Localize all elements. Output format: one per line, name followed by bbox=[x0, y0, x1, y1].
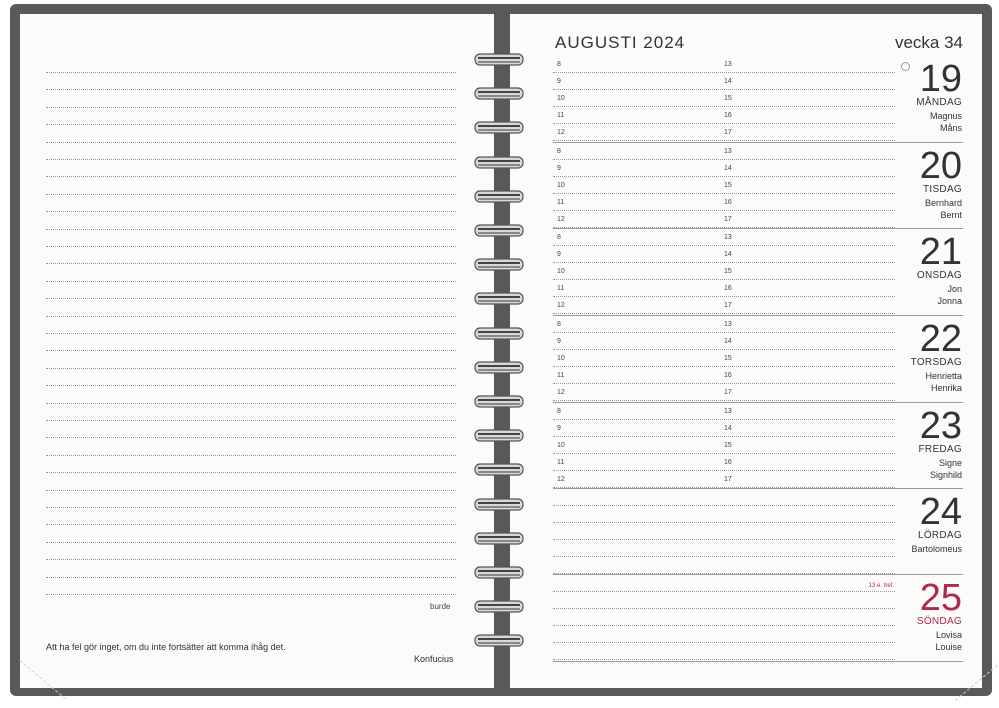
hour-label: 9 bbox=[557, 78, 561, 85]
hour-line bbox=[553, 332, 895, 333]
quote-text: Att ha fel gör inget, om du inte fortsätter att komma ihåg det. bbox=[46, 642, 286, 652]
day-number: 20 bbox=[919, 145, 962, 187]
hour-line bbox=[553, 505, 895, 506]
hour-line bbox=[553, 608, 895, 609]
spiral-coil bbox=[474, 52, 524, 66]
note-line bbox=[46, 333, 456, 334]
day-number: 21 bbox=[919, 231, 962, 273]
hour-label: 16 bbox=[724, 199, 732, 206]
name-day: Henrietta bbox=[925, 371, 962, 381]
spiral-coil bbox=[474, 428, 524, 442]
hour-line bbox=[553, 106, 895, 107]
note-line bbox=[46, 542, 456, 543]
hour-label: 10 bbox=[557, 95, 565, 102]
hour-label: 12 bbox=[557, 216, 565, 223]
hour-line bbox=[553, 522, 895, 523]
note-line bbox=[46, 350, 456, 351]
hour-line bbox=[553, 176, 895, 177]
hour-label: 8 bbox=[557, 61, 561, 68]
hour-label: 14 bbox=[724, 338, 732, 345]
day-separator bbox=[553, 574, 963, 575]
day-name: ONSDAG bbox=[916, 270, 962, 281]
hour-label: 13 bbox=[724, 148, 732, 155]
hour-label: 13 bbox=[724, 61, 732, 68]
hour-label: 11 bbox=[557, 285, 565, 292]
hour-line bbox=[553, 210, 895, 211]
hour-line bbox=[553, 193, 895, 194]
hour-label: 17 bbox=[724, 389, 732, 396]
hour-line bbox=[553, 591, 895, 592]
day-number: 19 bbox=[919, 58, 962, 100]
hour-line bbox=[553, 296, 895, 297]
spiral-coil bbox=[474, 189, 524, 203]
note-line bbox=[46, 559, 456, 560]
spiral-coil bbox=[474, 462, 524, 476]
note-line bbox=[46, 124, 456, 125]
note-line bbox=[46, 211, 456, 212]
day-separator bbox=[553, 402, 963, 403]
note-line bbox=[46, 159, 456, 160]
spiral-coil bbox=[474, 120, 524, 134]
hour-label: 12 bbox=[557, 302, 565, 309]
circle-icon bbox=[901, 62, 910, 71]
hour-label: 16 bbox=[724, 285, 732, 292]
bottom-line bbox=[553, 661, 963, 662]
day-name: FREDAG bbox=[918, 444, 962, 455]
hour-label: 12 bbox=[557, 129, 565, 136]
quote-author: Konfucius bbox=[414, 654, 454, 664]
hour-label: 10 bbox=[557, 355, 565, 362]
note-line bbox=[46, 246, 456, 247]
spiral-coil bbox=[474, 497, 524, 511]
church-note: 13 e. tref. bbox=[868, 583, 894, 589]
hour-label: 9 bbox=[557, 165, 561, 172]
hour-label: 11 bbox=[557, 459, 565, 466]
hour-label: 16 bbox=[724, 372, 732, 379]
note-line bbox=[46, 368, 456, 369]
hour-line bbox=[553, 140, 895, 141]
hour-label: 13 bbox=[724, 234, 732, 241]
spiral-coil bbox=[474, 223, 524, 237]
hour-line bbox=[553, 159, 895, 160]
hour-label: 17 bbox=[724, 129, 732, 136]
note-line bbox=[46, 176, 456, 177]
brand-logo: burde bbox=[430, 602, 451, 611]
name-day: Bernhard bbox=[924, 198, 962, 208]
spiral-coil bbox=[474, 257, 524, 271]
day-number: 22 bbox=[919, 318, 962, 360]
hour-label: 10 bbox=[557, 182, 565, 189]
note-line bbox=[46, 107, 456, 108]
day-name: LÖRDAG bbox=[917, 530, 962, 541]
note-line bbox=[46, 490, 456, 491]
hour-line bbox=[553, 659, 895, 660]
hour-label: 8 bbox=[557, 148, 561, 155]
month-title: AUGUSTI 2024 bbox=[555, 33, 686, 52]
note-line bbox=[46, 281, 456, 282]
hour-line bbox=[553, 123, 895, 124]
hour-label: 10 bbox=[557, 268, 565, 275]
hour-label: 11 bbox=[557, 372, 565, 379]
hour-label: 17 bbox=[724, 302, 732, 309]
hour-line bbox=[553, 642, 895, 643]
name-day: Henrika bbox=[930, 383, 962, 393]
name-day: Måns bbox=[939, 123, 962, 133]
hour-line bbox=[553, 245, 895, 246]
spiral-coil bbox=[474, 565, 524, 579]
hour-label: 8 bbox=[557, 321, 561, 328]
hour-line bbox=[553, 453, 895, 454]
hour-label: 14 bbox=[724, 78, 732, 85]
hour-label: 12 bbox=[557, 389, 565, 396]
hour-line bbox=[553, 539, 895, 540]
note-line bbox=[46, 472, 456, 473]
note-line bbox=[46, 403, 456, 404]
name-day: Jonna bbox=[937, 296, 962, 306]
hour-label: 14 bbox=[724, 165, 732, 172]
hour-label: 15 bbox=[724, 95, 732, 102]
hour-label: 9 bbox=[557, 425, 561, 432]
hour-label: 13 bbox=[724, 408, 732, 415]
name-day: Louise bbox=[935, 642, 962, 652]
hour-line bbox=[553, 366, 895, 367]
spiral-coil bbox=[474, 86, 524, 100]
hour-line bbox=[553, 72, 895, 73]
hour-label: 9 bbox=[557, 251, 561, 258]
note-line bbox=[46, 316, 456, 317]
spiral-coil bbox=[474, 394, 524, 408]
hour-label: 11 bbox=[557, 199, 565, 206]
hour-label: 15 bbox=[724, 355, 732, 362]
right-page bbox=[510, 14, 982, 688]
note-line bbox=[46, 524, 456, 525]
note-line bbox=[46, 437, 456, 438]
hour-label: 12 bbox=[557, 476, 565, 483]
hour-label: 11 bbox=[557, 112, 565, 119]
week-label: vecka 34 bbox=[894, 33, 963, 52]
day-number: 25 bbox=[919, 577, 962, 619]
spiral-coil bbox=[474, 326, 524, 340]
spiral-coil bbox=[474, 155, 524, 169]
hour-label: 8 bbox=[557, 234, 561, 241]
note-line bbox=[46, 420, 456, 421]
note-line bbox=[46, 298, 456, 299]
name-day: Bartolomeus bbox=[911, 544, 962, 554]
name-day: Bernt bbox=[940, 210, 962, 220]
day-number: 23 bbox=[919, 405, 962, 447]
spiral-coil bbox=[474, 599, 524, 613]
day-separator bbox=[553, 228, 963, 229]
hour-line bbox=[553, 436, 895, 437]
hour-label: 8 bbox=[557, 408, 561, 415]
spiral-coil bbox=[474, 291, 524, 305]
day-number: 24 bbox=[919, 491, 962, 533]
hour-line bbox=[553, 89, 895, 90]
spiral-coil bbox=[474, 633, 524, 647]
hour-line bbox=[553, 419, 895, 420]
hour-line bbox=[553, 383, 895, 384]
hour-label: 14 bbox=[724, 251, 732, 258]
hour-label: 16 bbox=[724, 459, 732, 466]
note-line bbox=[46, 72, 456, 73]
note-line bbox=[46, 385, 456, 386]
day-name: TISDAG bbox=[922, 184, 962, 195]
name-day: Signe bbox=[938, 458, 962, 468]
hour-label: 9 bbox=[557, 338, 561, 345]
hour-line bbox=[553, 625, 895, 626]
hour-label: 13 bbox=[724, 321, 732, 328]
hour-line bbox=[553, 556, 895, 557]
hour-line bbox=[553, 279, 895, 280]
day-separator bbox=[553, 142, 963, 143]
day-name: SÖNDAG bbox=[916, 616, 962, 627]
day-name: TORSDAG bbox=[910, 357, 962, 368]
spiral-coil bbox=[474, 360, 524, 374]
note-line bbox=[46, 577, 456, 578]
hour-label: 17 bbox=[724, 476, 732, 483]
day-separator bbox=[553, 315, 963, 316]
name-day: Signhild bbox=[929, 470, 962, 480]
note-line bbox=[46, 455, 456, 456]
spiral-coil bbox=[474, 531, 524, 545]
hour-label: 15 bbox=[724, 442, 732, 449]
note-line bbox=[46, 594, 456, 595]
note-line bbox=[46, 89, 456, 90]
day-separator bbox=[553, 488, 963, 489]
note-line bbox=[46, 229, 456, 230]
hour-label: 15 bbox=[724, 182, 732, 189]
name-day: Jon bbox=[947, 284, 962, 294]
hour-label: 15 bbox=[724, 268, 732, 275]
hour-label: 16 bbox=[724, 112, 732, 119]
hour-line bbox=[553, 400, 895, 401]
hour-label: 10 bbox=[557, 442, 565, 449]
hour-line bbox=[553, 313, 895, 314]
note-line bbox=[46, 507, 456, 508]
hour-label: 14 bbox=[724, 425, 732, 432]
hour-label: 17 bbox=[724, 216, 732, 223]
hour-line bbox=[553, 262, 895, 263]
hour-line bbox=[553, 349, 895, 350]
name-day: Magnus bbox=[929, 111, 962, 121]
note-line bbox=[46, 142, 456, 143]
hour-line bbox=[553, 470, 895, 471]
name-day: Lovisa bbox=[935, 630, 962, 640]
note-line bbox=[46, 263, 456, 264]
day-name: MÅNDAG bbox=[916, 97, 962, 108]
note-line bbox=[46, 194, 456, 195]
